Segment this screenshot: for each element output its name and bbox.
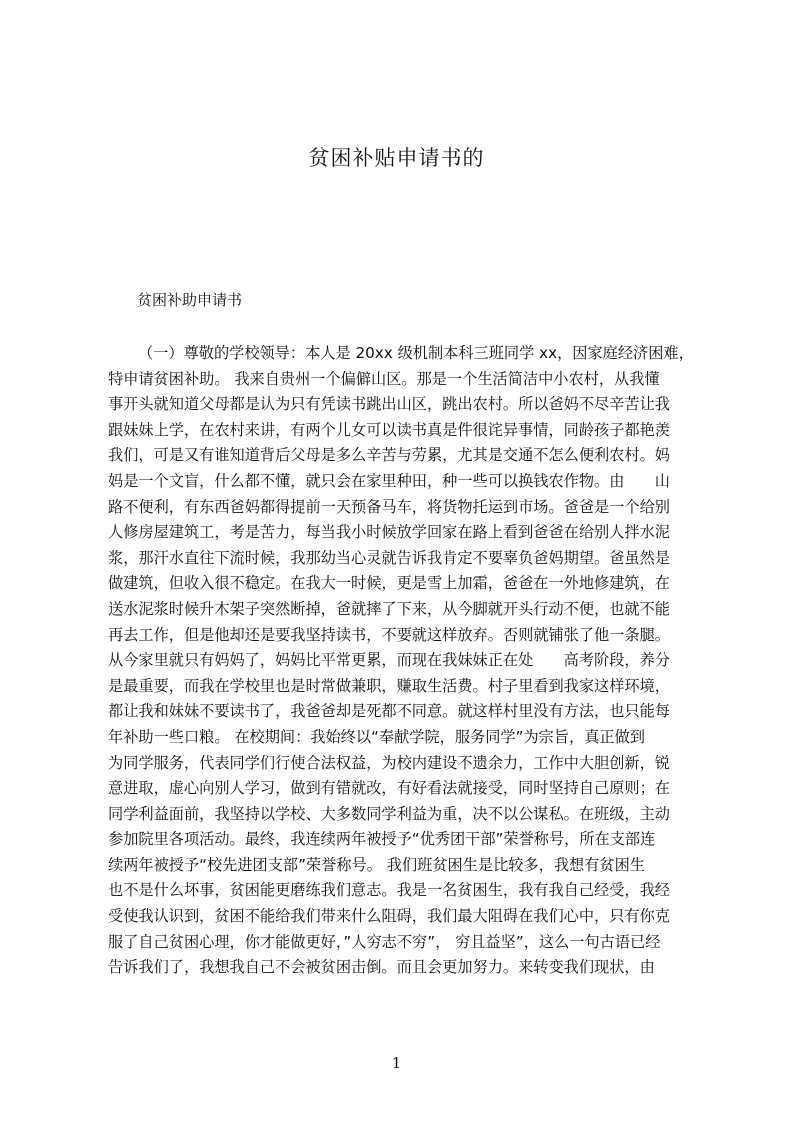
document-title: 贫困补贴申请书的 — [308, 146, 485, 170]
body-line: 都让我和妹妹不要读书了，我爸爸却是死都不同意。就这样村里没有方法，也只能每 — [108, 702, 670, 721]
body-line: 特申请贫困补助。 我来自贵州一个偏僻山区。那是一个生活简洁中小农村，从我懂 — [108, 369, 660, 388]
body-line: 路不便利，有东西爸妈都得提前一天预备马车，将货物托运到市场。爸爸是一个给别 — [108, 497, 670, 516]
body-line: 从今家里就只有妈妈了，妈妈比平常更累，而现在我妹妹正在处 高考阶段，养分 — [108, 651, 670, 670]
body-line: 做建筑，但收入很不稳定。在我大一时候，更是雪上加霜，爸爸在一外地修建筑，在 — [108, 574, 670, 593]
body-line: 是最重要，而我在学校里也是时常做兼职，赚取生活费。村子里看到我家这样环境， — [108, 676, 670, 695]
body-line: 妈是一个文盲，什么都不懂，就只会在家里种田，种一些可以换钱农作物。由 山 — [108, 471, 670, 490]
body-line: 我们，可是又有谁知道背后父母是多么辛苦与劳累，尤其是交通不怎么便利农村。妈 — [108, 446, 670, 465]
document-body — [108, 341, 700, 981]
body-line: 送水泥浆时候升木架子突然断掉，爸就摔了下来，从今脚就开头行动不便，也就不能 — [108, 599, 670, 618]
page-number: 1 — [391, 1054, 402, 1072]
body-line: 再去工作，但是他却还是要我坚持读书，不要就这样放弃。否则就铺张了他一条腿。 — [108, 625, 670, 644]
body-line: 受使我认识到，贫困不能给我们带来什么阻碍，我们最大阻碍在我们心中，只有你克 — [108, 907, 670, 926]
body-line: 为同学服务，代表同学们行使合法权益，为校内建设不遗余力，工作中大胆创新，锐 — [108, 753, 670, 772]
body-line: 事开头就知道父母都是认为只有凭读书跳出山区，跳出农村。所以爸妈不尽辛苦让我 — [108, 395, 670, 414]
body-line: 也不是什么坏事，贫困能更磨练我们意志。我是一名贫困生，我有我自己经受，我经 — [108, 881, 670, 900]
body-line: 人修房屋建筑工，考是苦力，每当我小时候放学回家在路上看到爸爸在给别人拌水泥 — [108, 523, 670, 542]
body-line: 意进取，虚心向别人学习，做到有错就改，有好看法就接受，同时坚持自己原则；在 — [108, 779, 670, 798]
body-line: 浆，那汗水直往下流时候，我那幼当心灵就告诉我肯定不要辜负爸妈期望。爸虽然是 — [108, 548, 670, 567]
body-line: 同学利益面前，我坚持以学校、大多数同学利益为重，决不以公谋私。在班级，主动 — [108, 804, 670, 823]
body-line: 服了自己贫困心理，你才能做更好，”人穷志不穷”， 穷且益坚”，这么一句古语已经 — [108, 932, 661, 951]
body-line: 告诉我们了，我想我自己不会被贫困击倒。而且会更加努力。来转变我们现状，由 — [108, 958, 655, 977]
body-line: 参加院里各项活动。最终，我连续两年被授予“优秀团干部”荣誉称号，所在支部连 — [108, 830, 656, 849]
body-line: （一）尊敬的学校领导：本人是 20xx 级机制本科三班同学 xx，因家庭经济困难， — [138, 344, 694, 362]
body-line: 年补助一些口粮。 在校期间：我始终以“奉献学院，服务同学”为宗旨，真正做到 — [108, 727, 645, 746]
body-line: 续两年被授予“校先进团支部”荣誉称号。 我们班贫困生是比较多，我想有贫困生 — [108, 855, 645, 874]
body-line: 跟妹妹上学，在农村来讲，有两个儿女可以读书真是件很诧异事情，同龄孩子都艳羡 — [108, 420, 670, 439]
document-subtitle: 贫困补助申请书 — [137, 291, 243, 309]
